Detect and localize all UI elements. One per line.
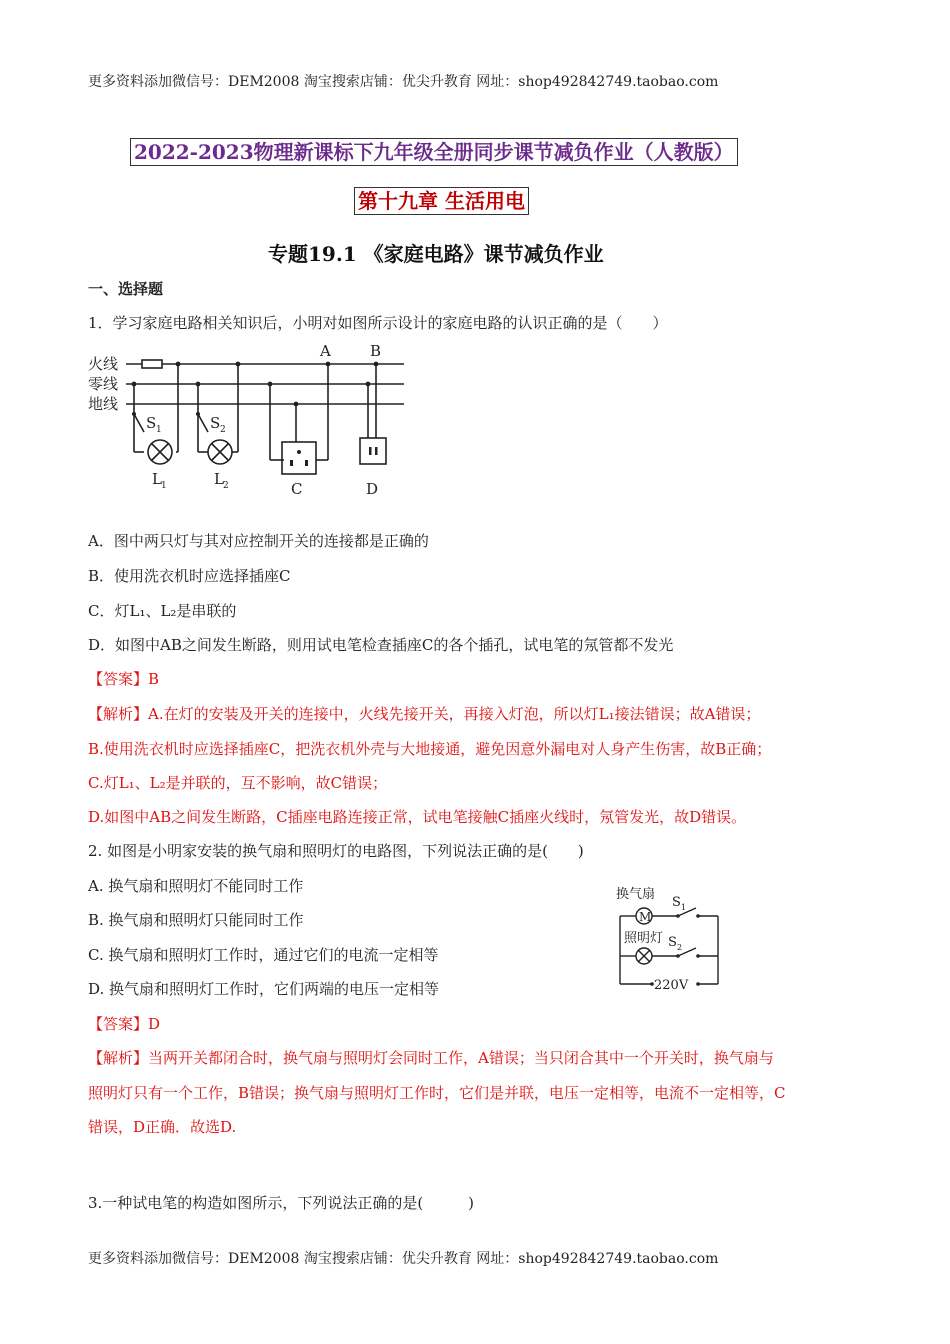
switch-s1-label: S xyxy=(672,895,681,910)
switch-s1-label: S xyxy=(146,414,157,432)
fan-label: 换气扇 xyxy=(616,887,656,902)
analysis-tag: 【解析】 xyxy=(88,1049,149,1067)
q1-answer xyxy=(88,668,159,689)
q1-circuit-diagram xyxy=(86,342,416,502)
q1-analysis-4: D.如图中AB之间发生断路，C插座电路连接正常，试电笔接触C插座火线时，氖管发光，故D错误。 xyxy=(88,808,747,826)
lamp-l1-label: L xyxy=(152,470,162,488)
svg-text:2: 2 xyxy=(677,943,683,952)
svg-text:1: 1 xyxy=(161,481,167,491)
motor-label: M xyxy=(639,910,652,924)
q2-stem: 2. 如图是小明家安装的换气扇和照明灯的电路图，下列说法正确的是( ) xyxy=(88,842,584,860)
q1-analysis-2: B.使用洗衣机时应选择插座C，把洗衣机外壳与大地接通，避免因意外漏电对人身产生伤害，故B正确； xyxy=(88,740,772,758)
q2-option-c: C. 换气扇和照明灯工作时，通过它们的电流一定相等 xyxy=(88,946,439,964)
live-wire-label: 火线 xyxy=(88,355,119,373)
q1-stem: 1．学习家庭电路相关知识后，小明对如图所示设计的家庭电路的认识正确的是（ ） xyxy=(88,314,668,332)
topic-title: 专题19.1 《家庭电路》课节减负作业 xyxy=(268,242,604,266)
answer-tag: 【答案】 xyxy=(88,670,149,688)
q2-option-d: D. 换气扇和照明灯工作时，它们两端的电压一定相等 xyxy=(88,980,440,998)
q1-option-a: A．图中两只灯与其对应控制开关的连接都是正确的 xyxy=(88,532,429,550)
q2-circuit-diagram xyxy=(612,880,728,992)
q1-analysis-3: C.灯L₁、L₂是并联的，互不影响，故C错误； xyxy=(88,774,388,792)
q1-option-b: B．使用洗衣机时应选择插座C xyxy=(88,567,291,585)
q2-option-a: A. 换气扇和照明灯不能同时工作 xyxy=(88,877,304,895)
point-a-label: A xyxy=(320,342,331,360)
page-header: 更多资料添加微信号：DEM2008 淘宝搜索店铺：优尖升教育 网址：shop492842749.taobao.com xyxy=(88,74,719,90)
ground-wire-label: 地线 xyxy=(88,395,119,413)
page-footer: 更多资料添加微信号：DEM2008 淘宝搜索店铺：优尖升教育 网址：shop492842749.taobao.com xyxy=(88,1251,719,1267)
q1-analysis-1: 【解析】A.在灯的安装及开关的连接中，火线先接开关，再接入灯泡，所以灯L₁接法错误；故A错误； xyxy=(88,705,761,723)
svg-text:1: 1 xyxy=(681,903,687,912)
document-title: 2022-2023物理新课标下九年级全册同步课节减负作业（人教版） xyxy=(130,138,738,166)
section-heading: 一、选择题 xyxy=(88,280,164,298)
chapter-title: 第十九章 生活用电 xyxy=(354,187,529,215)
q2-answer xyxy=(88,1013,160,1034)
q2-option-b: B. 换气扇和照明灯只能同时工作 xyxy=(88,911,304,929)
q1-option-c: C．灯L₁、L₂是串联的 xyxy=(88,602,237,620)
q1-option-d: D．如图中AB之间发生断路，则用试电笔检查插座C的各个插孔，试电笔的氖管都不发光 xyxy=(88,636,674,654)
voltage-label: 220V xyxy=(654,978,689,992)
socket-c-label: C xyxy=(291,480,303,498)
socket-d-label: D xyxy=(366,480,379,498)
svg-text:2: 2 xyxy=(223,481,229,491)
q2-analysis-2: 照明灯只有一个工作，B错误；换气扇与照明灯工作时，它们是并联，电压一定相等，电流不一定相等，C xyxy=(88,1084,786,1102)
neutral-wire-label: 零线 xyxy=(88,375,119,393)
q2-analysis-3: 错误，D正确．故选D. xyxy=(88,1118,237,1136)
switch-s2-label: S xyxy=(210,414,221,432)
switch-s2-label: S xyxy=(668,935,677,950)
q3-stem: 3.一种试电笔的构造如图所示，下列说法正确的是( ) xyxy=(88,1194,475,1212)
answer-tag: 【答案】 xyxy=(88,1015,149,1033)
answer-value: D xyxy=(148,1015,161,1033)
q2-analysis-1: 【解析】当两开关都闭合时，换气扇与照明灯会同时工作，A错误；当只闭合其中一个开关时，换气扇与 xyxy=(88,1049,774,1067)
svg-text:2: 2 xyxy=(220,425,226,435)
lamp-label: 照明灯 xyxy=(624,931,664,946)
lamp-l2-label: L xyxy=(214,470,224,488)
svg-text:1: 1 xyxy=(156,425,162,435)
answer-value: B xyxy=(148,670,160,688)
point-b-label: B xyxy=(370,342,382,360)
analysis-tag: 【解析】 xyxy=(88,705,149,723)
